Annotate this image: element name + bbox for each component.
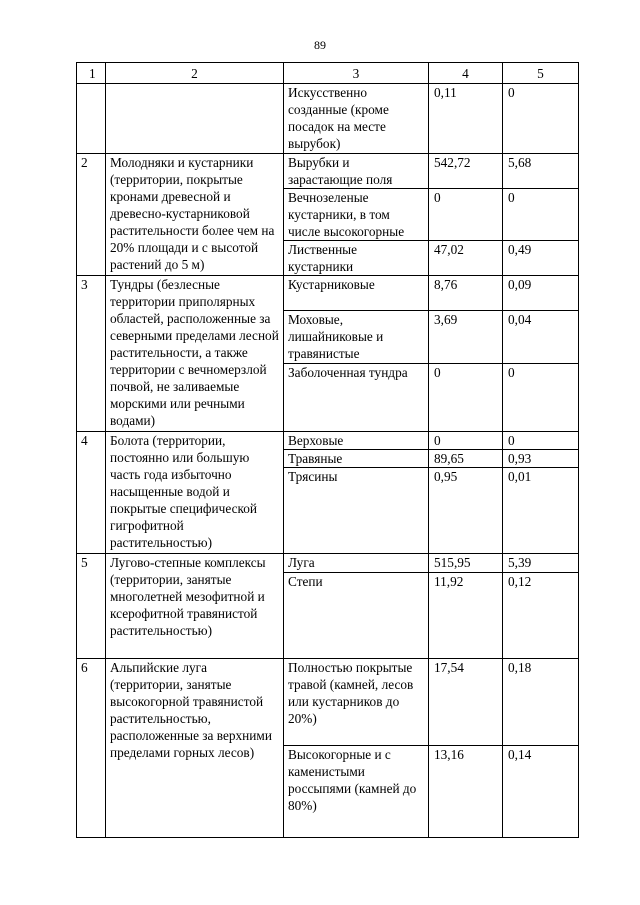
percent-cell: 0,14 <box>503 746 579 838</box>
category-number <box>77 84 106 154</box>
subtype-cell: Заболоченная тундра <box>284 364 429 432</box>
percent-cell: 0 <box>503 432 579 450</box>
header-cell: 3 <box>284 63 429 84</box>
land-cover-table <box>76 62 579 838</box>
subtype-cell: Высокогорные и с каменистыми россыпями (камней до 80%) <box>284 746 429 838</box>
table-row <box>77 84 579 154</box>
percent-cell: 0,93 <box>503 450 579 468</box>
percent-cell: 0,18 <box>503 659 579 746</box>
area-cell: 515,95 <box>429 554 503 573</box>
area-cell: 11,92 <box>429 573 503 659</box>
header-cell: 1 <box>77 63 106 84</box>
subtype-cell: Искусственно созданные (кроме посадок на месте вырубок) <box>284 84 429 154</box>
subtype-cell: Полностью покрытые травой (камней, лесов или кустарников до 20%) <box>284 659 429 746</box>
percent-cell: 0,04 <box>503 311 579 364</box>
area-cell: 8,76 <box>429 276 503 311</box>
subtype-cell: Трясины <box>284 468 429 554</box>
subtype-cell: Верховые <box>284 432 429 450</box>
percent-cell: 0 <box>503 84 579 154</box>
subtype-cell: Моховые, лишайниковые и травянистые <box>284 311 429 364</box>
percent-cell: 5,68 <box>503 154 579 189</box>
category-number: 5 <box>77 554 106 659</box>
percent-cell: 0,09 <box>503 276 579 311</box>
category-description: Альпийские луга (территории, занятые высокогорной травянистой растительностью, расположенные за верхними пределами горных лесов) <box>106 659 284 838</box>
subtype-cell: Травяные <box>284 450 429 468</box>
header-cell: 5 <box>503 63 579 84</box>
header-cell: 4 <box>429 63 503 84</box>
table-row <box>77 276 579 311</box>
category-description: Тундры (безлесные территории приполярных областей, расположенные за северными пределами лесной растительности, а также территории с вечномерзлой почвой, не заливаемые морскими или речными водами) <box>106 276 284 432</box>
category-number: 3 <box>77 276 106 432</box>
area-cell: 17,54 <box>429 659 503 746</box>
table-header-row <box>77 63 579 84</box>
area-cell: 3,69 <box>429 311 503 364</box>
area-cell: 0 <box>429 189 503 241</box>
table-row <box>77 432 579 450</box>
table-row <box>77 554 579 573</box>
subtype-cell: Вечнозеленые кустарники, в том числе высокогорные <box>284 189 429 241</box>
category-description: Болота (территории, постоянно или большую часть года избыточно насыщенные водой и покрытые специфической гигрофитной растительностью) <box>106 432 284 554</box>
category-description: Молодняки и кустарники (территории, покрытые кронами древесной и древесно-кустарниковой растительности более чем на 20% площади и с высотой растений до 5 м) <box>106 154 284 276</box>
table-row <box>77 154 579 189</box>
subtype-cell: Кустарниковые <box>284 276 429 311</box>
page-number: 89 <box>314 38 326 52</box>
area-cell: 0,11 <box>429 84 503 154</box>
percent-cell: 5,39 <box>503 554 579 573</box>
percent-cell: 0,12 <box>503 573 579 659</box>
header-cell: 2 <box>106 63 284 84</box>
percent-cell: 0 <box>503 364 579 432</box>
percent-cell: 0,49 <box>503 241 579 276</box>
subtype-cell: Луга <box>284 554 429 573</box>
subtype-cell: Вырубки и зарастающие поля <box>284 154 429 189</box>
category-number: 6 <box>77 659 106 838</box>
subtype-cell: Степи <box>284 573 429 659</box>
percent-cell: 0,01 <box>503 468 579 554</box>
percent-cell: 0 <box>503 189 579 241</box>
category-description <box>106 84 284 154</box>
category-number: 4 <box>77 432 106 554</box>
category-number: 2 <box>77 154 106 276</box>
category-description: Лугово-степные комплексы (территории, занятые многолетней мезофитной и ксерофитной травянистой растительностью) <box>106 554 284 659</box>
subtype-cell: Лиственные кустарники <box>284 241 429 276</box>
area-cell: 0 <box>429 364 503 432</box>
area-cell: 89,65 <box>429 450 503 468</box>
area-cell: 47,02 <box>429 241 503 276</box>
area-cell: 542,72 <box>429 154 503 189</box>
table-row <box>77 659 579 746</box>
area-cell: 0 <box>429 432 503 450</box>
area-cell: 13,16 <box>429 746 503 838</box>
area-cell: 0,95 <box>429 468 503 554</box>
